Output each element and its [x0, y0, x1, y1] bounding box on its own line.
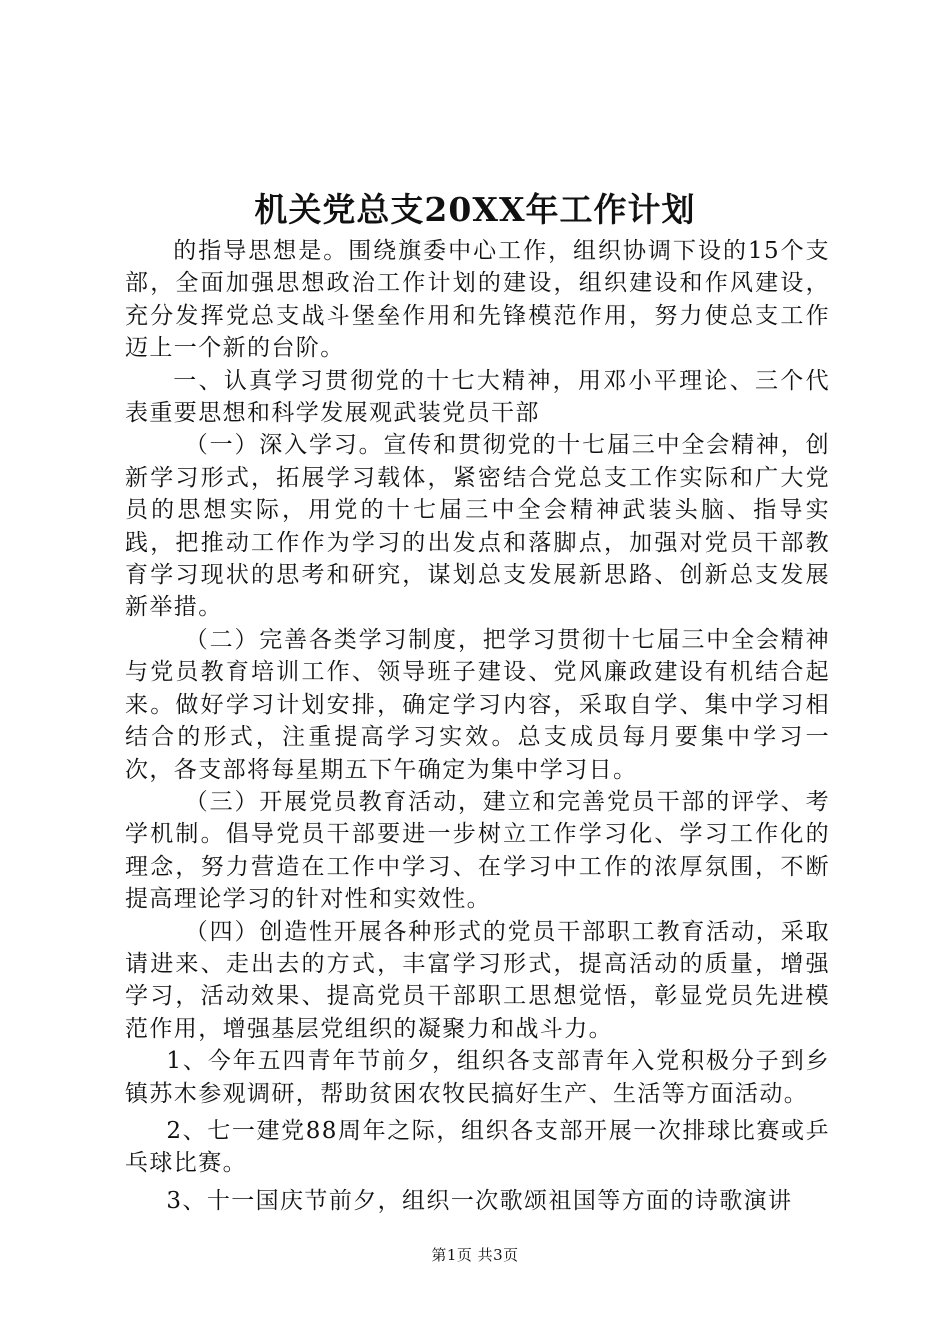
- numbered-item-2: 2、七一建党88周年之际，组织各支部开展一次排球比赛或乒乓球比赛。: [125, 1117, 830, 1177]
- paragraph-item-3: （三）开展党员教育活动，建立和完善党员干部的评学、考学机制。倡导党员干部要进一步树立工作学习化、学习工作化的理念，努力营造在工作中学习、在学习中工作的浓厚氛围，不断提高理论学习的针对性和实效性。: [125, 788, 830, 913]
- numbered-item-1: 1、今年五四青年节前夕，组织各支部青年入党积极分子到乡镇苏木参观调研，帮助贫困农牧民搞好生产、生活等方面活动。: [125, 1048, 830, 1107]
- page-footer: 第1页 共3页: [431, 1246, 519, 1264]
- document-body: [125, 235, 830, 1217]
- section-heading-1: 一、认真学习贯彻党的十七大精神，用邓小平理论、三个代表重要思想和科学发展观武装党员干部: [125, 367, 830, 427]
- paragraph-item-2: （二）完善各类学习制度，把学习贯彻十七届三中全会精神与党员教育培训工作、领导班子建设、党风廉政建设有机结合起来。做好学习计划安排，确定学习内容，采取自学、集中学习相结合的形式，注重提高学习实效。总支成员每月要集中学习一次，各支部将每星期五下午确定为集中学习日。: [125, 626, 830, 783]
- document-title: 机关党总支20XX年工作计划: [254, 190, 696, 229]
- paragraph-item-4: （四）创造性开展各种形式的党员干部职工教育活动，采取请进来、走出去的方式，丰富学习形式，提高活动的质量，增强学习，活动效果、提高党员干部职工思想觉悟，彰显党员先进模范作用，增强基层党组织的凝聚力和战斗力。: [125, 918, 830, 1042]
- paragraph-item-1: （一）深入学习。宣传和贯彻党的十七届三中全会精神，创新学习形式，拓展学习载体，紧密结合党总支工作实际和广大党员的思想实际，用党的十七届三中全会精神武装头脑、指导实践，把推动工作作为学习的出发点和落脚点，加强对党员干部教育学习现状的思考和研究，谋划总支发展新思路、创新总支发展新举措。: [125, 432, 830, 621]
- paragraph-guiding-ideology: 的指导思想是。围绕旗委中心工作，组织协调下设的15个支部，全面加强思想政治工作计划的建设，组织建设和作风建设，充分发挥党总支战斗堡垒作用和先锋模范作用，努力使总支工作迈上一个新的台阶。: [125, 238, 830, 362]
- numbered-item-3: 3、十一国庆节前夕，组织一次歌颂祖国等方面的诗歌演讲: [166, 1187, 793, 1214]
